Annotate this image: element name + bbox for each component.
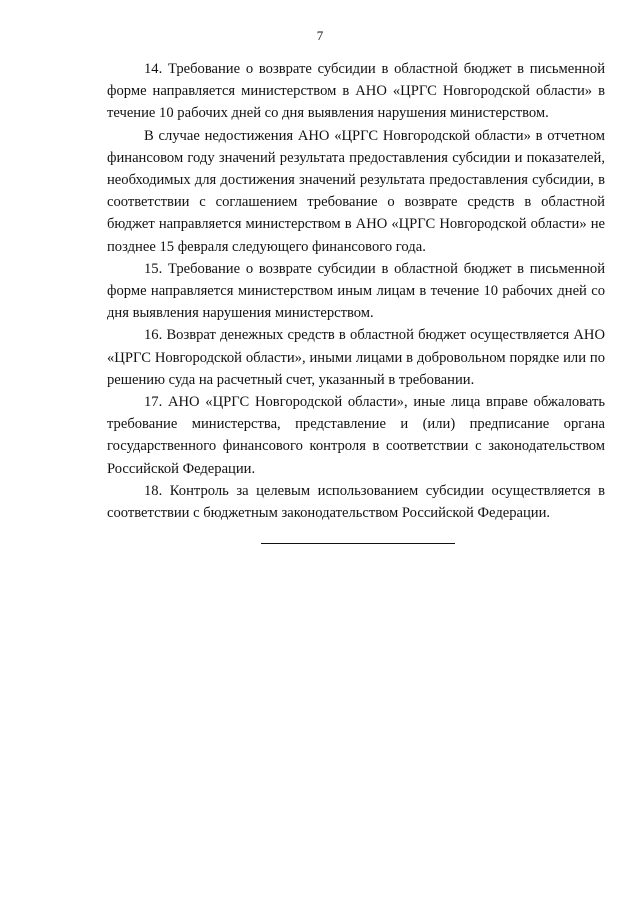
paragraph-17: 17. АНО «ЦРГС Новгородской области», иные лица вправе обжаловать требование министерства, представление и (или) предписание органа государственного финансового контроля в соответствии с законодательством Российской Федерации. <box>107 394 605 477</box>
end-divider-line <box>261 543 455 544</box>
paragraph-14: 14. Требование о возврате субсидии в областной бюджет в письменной форме направляется министерством в АНО «ЦРГС Новгородской области» в течение 10 рабочих дней со дня выявления нарушения министерством. <box>107 61 605 122</box>
document-body <box>107 58 605 544</box>
paragraph-18: 18. Контроль за целевым использованием субсидии осуществляется в соответствии с бюджетным законодательством Российской Федерации. <box>107 482 605 522</box>
paragraph-14-continued: В случае недостижения АНО «ЦРГС Новгородской области» в отчетном финансовом году значений результата предоставления субсидии и показателей, необходимых для достижения значений результата предоставления субсидии, в соответствии с соглашением требование о возврате средств в областной бюджет направляется министерством в АНО «ЦРГС Новгородской области» не позднее 15 февраля следующего финансового года. <box>107 127 605 255</box>
paragraph-15: 15. Требование о возврате субсидии в областной бюджет в письменной форме направляется министерством иным лицам в течение 10 рабочих дней со дня выявления нарушения министерством. <box>107 260 605 322</box>
page-number: 7 <box>316 28 324 43</box>
paragraph-16: 16. Возврат денежных средств в областной бюджет осуществляется АНО «ЦРГС Новгородской области», иными лицами в добровольном порядке или по решению суда на расчетный счет, указанный в требовании. <box>107 327 605 388</box>
